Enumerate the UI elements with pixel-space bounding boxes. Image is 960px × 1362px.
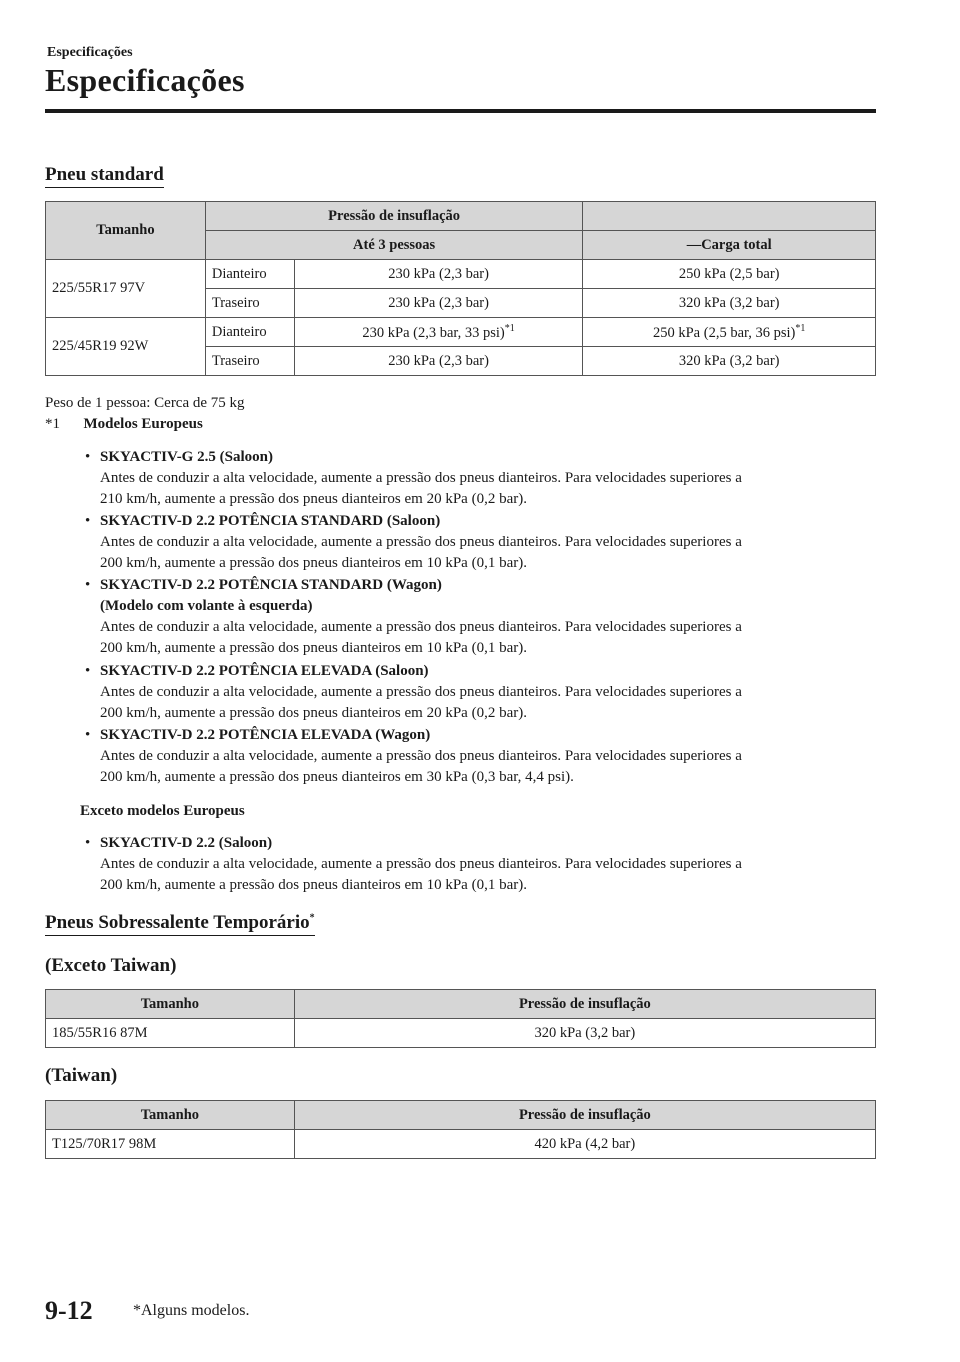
item-title: SKYACTIV-D 2.2 POTÊNCIA ELEVADA (Wagon) — [100, 727, 431, 743]
footnote-mark: *1 — [45, 416, 60, 432]
item-text: Antes de conduzir a alta velocidade, aumente a pressão dos pneus dianteiros. Para velocidades superiores a — [100, 534, 742, 550]
tire-size: 185/55R16 87M — [46, 1019, 295, 1048]
item-title: SKYACTIV-D 2.2 POTÊNCIA ELEVADA (Saloon) — [100, 663, 429, 679]
item-title: SKYACTIV-G 2.5 (Saloon) — [100, 449, 273, 465]
footnote-ref: * — [309, 912, 315, 924]
table-row — [46, 260, 876, 289]
item-text: Antes de conduzir a alta velocidade, aumente a pressão dos pneus dianteiros. Para velocidades superiores a — [100, 470, 742, 486]
item-text: 210 km/h, aumente a pressão dos pneus dianteiros em 20 kPa (0,2 bar). — [100, 491, 527, 507]
item-title: SKYACTIV-D 2.2 POTÊNCIA STANDARD (Wagon) — [100, 577, 442, 593]
item-text: 200 km/h, aumente a pressão dos pneus dianteiros em 10 kPa (0,1 bar). — [100, 555, 527, 571]
tire-position: Dianteiro — [205, 318, 294, 347]
tire-size: T125/70R17 98M — [46, 1130, 295, 1159]
item-text: Antes de conduzir a alta velocidade, aumente a pressão dos pneus dianteiros. Para velocidades superiores a — [100, 748, 742, 764]
page-title: Especificações — [45, 62, 245, 98]
table-row — [46, 318, 876, 347]
col-pressure-header: Pressão de insuflação — [294, 990, 875, 1019]
item-text: Antes de conduzir a alta velocidade, aumente a pressão dos pneus dianteiros. Para velocidades superiores a — [100, 856, 742, 872]
pressure-full-load: 250 kPa (2,5 bar, 36 psi)$^{*1}$ — [583, 318, 876, 347]
table-row — [46, 1019, 876, 1048]
bullet-icon: • — [85, 663, 91, 679]
table-row — [46, 1130, 876, 1159]
item-text: Antes de conduzir a alta velocidade, aumente a pressão dos pneus dianteiros. Para velocidades superiores a — [100, 619, 742, 635]
col-3persons-header: Até 3 pessoas — [205, 231, 583, 260]
pressure-3persons: 230 kPa (2,3 bar) — [294, 260, 583, 289]
tire-position: Dianteiro — [205, 260, 294, 289]
item-title: SKYACTIV-D 2.2 POTÊNCIA STANDARD (Saloon) — [100, 513, 441, 529]
tire-position: Traseiro — [205, 347, 294, 376]
tire-position: Traseiro — [205, 289, 294, 318]
col-size-header: Tamanho — [46, 1101, 295, 1130]
item-text: 200 km/h, aumente a pressão dos pneus dianteiros em 10 kPa (0,1 bar). — [100, 877, 527, 893]
item-text: 200 km/h, aumente a pressão dos pneus dianteiros em 20 kPa (0,2 bar). — [100, 705, 527, 721]
item-text: 200 km/h, aumente a pressão dos pneus dianteiros em 30 kPa (0,3 bar, 4,4 psi). — [100, 769, 574, 785]
section-title-standard-tire: Pneu standard — [45, 164, 164, 186]
col-full-load-header: ―Carga total — [583, 231, 876, 260]
footnote-title: Modelos Europeus — [83, 416, 203, 432]
col-pressure-header: Pressão de insuflação — [205, 202, 583, 231]
weight-note: Peso de 1 pessoa: Cerca de 75 kg — [45, 395, 245, 411]
tire-pressure: 320 kPa (3,2 bar) — [294, 1019, 875, 1048]
item-text: 200 km/h, aumente a pressão dos pneus dianteiros em 10 kPa (0,1 bar). — [100, 640, 527, 656]
spare-table-taiwan — [45, 1100, 876, 1159]
col-pressure-header: Pressão de insuflação — [294, 1101, 875, 1130]
col-size-header: Tamanho — [46, 202, 206, 260]
bullet-icon: • — [85, 727, 91, 743]
bullet-icon: • — [85, 577, 91, 593]
item-subtitle: (Modelo com volante à esquerda) — [100, 598, 313, 614]
tire-size: 225/45R19 92W — [46, 318, 206, 376]
col-size-header: Tamanho — [46, 990, 295, 1019]
item-title: SKYACTIV-D 2.2 (Saloon) — [100, 835, 273, 851]
subtitle-taiwan: (Taiwan) — [45, 1065, 118, 1086]
bullet-icon: • — [85, 513, 91, 529]
tire-pressure: 420 kPa (4,2 bar) — [294, 1130, 875, 1159]
item-text: Antes de conduzir a alta velocidade, aumente a pressão dos pneus dianteiros. Para velocidades superiores a — [100, 684, 742, 700]
page-number: 9-12 — [45, 1296, 93, 1325]
footnote-ref: *1 — [504, 322, 515, 334]
footer-note: *Alguns modelos. — [133, 1302, 250, 1319]
pressure-full-load: 320 kPa (3,2 bar) — [583, 347, 876, 376]
bullet-icon: • — [85, 835, 91, 851]
list-item — [85, 575, 875, 659]
pressure-3persons: 230 kPa (2,3 bar, 33 psi)$^{*1}$ — [294, 318, 583, 347]
spare-table-except-taiwan — [45, 989, 876, 1048]
list-item — [85, 447, 875, 510]
tire-size: 225/55R17 97V — [46, 260, 206, 318]
footnote-ref: *1 — [795, 322, 806, 334]
list-item — [85, 725, 875, 788]
running-header: Especificações — [47, 45, 133, 60]
standard-tire-table — [45, 201, 876, 376]
header-rule — [45, 109, 876, 113]
non-european-title: Exceto modelos Europeus — [80, 803, 245, 819]
subtitle-except-taiwan: (Exceto Taiwan) — [45, 955, 177, 976]
section-title-spare-tire: Pneus Sobressalente Temporário* — [45, 912, 315, 934]
list-item — [85, 661, 875, 724]
pressure-full-load: 250 kPa (2,5 bar) — [583, 260, 876, 289]
footnote-heading — [45, 414, 203, 435]
pressure-3persons: 230 kPa (2,3 bar) — [294, 347, 583, 376]
bullet-icon: • — [85, 449, 91, 465]
pressure-3persons: 230 kPa (2,3 bar) — [294, 289, 583, 318]
list-item — [85, 511, 875, 574]
pressure-full-load: 320 kPa (3,2 bar) — [583, 289, 876, 318]
list-item — [85, 833, 875, 896]
